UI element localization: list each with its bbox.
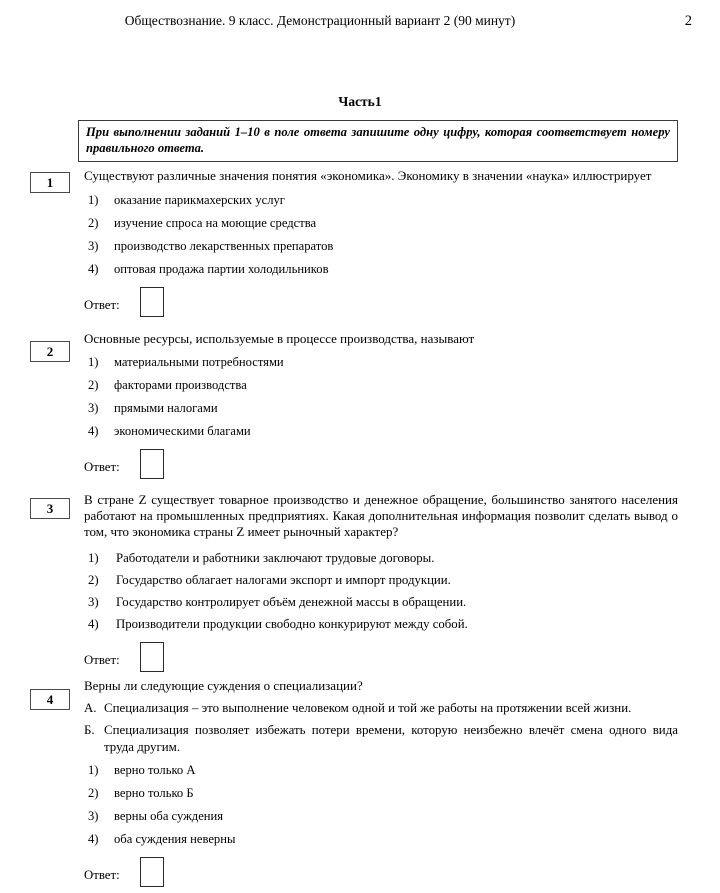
option-item[interactable] xyxy=(84,573,678,588)
question-options-4 xyxy=(84,763,678,847)
option-item[interactable] xyxy=(84,378,678,393)
answer-label: Ответ: xyxy=(84,460,120,475)
option-item[interactable] xyxy=(84,595,678,610)
question-options-2 xyxy=(84,355,678,439)
option-marker: 4) xyxy=(88,616,99,631)
option-marker: 2) xyxy=(88,785,99,800)
answer-label: Ответ: xyxy=(84,652,120,667)
option-label: Государство облагает налогами экспорт и импорт продукции. xyxy=(116,572,451,587)
question-options-3 xyxy=(84,551,678,632)
instruction-box xyxy=(78,120,678,162)
answer-label: Ответ: xyxy=(84,298,120,313)
option-label: оба суждения неверны xyxy=(114,831,236,846)
option-item[interactable] xyxy=(84,401,678,416)
question-number-badge-4: 4 xyxy=(30,689,70,710)
answer-input-box[interactable] xyxy=(140,642,164,672)
statement-item xyxy=(84,722,678,754)
running-header xyxy=(0,12,720,32)
option-label: верно только Б xyxy=(114,785,194,800)
question-stem-1: Существуют различные значения понятия «экономика». Экономику в значении «наука» иллюстрирует xyxy=(84,168,652,183)
question-options-1 xyxy=(84,193,678,277)
option-item[interactable] xyxy=(84,617,678,632)
option-label: изучение спроса на моющие средства xyxy=(114,216,317,231)
option-marker: 3) xyxy=(88,401,99,416)
document-title: Обществознание. 9 класс. Демонстрационный вариант 2 (90 минут) xyxy=(124,13,516,28)
answer-input-box[interactable] xyxy=(140,287,164,317)
option-marker: 1) xyxy=(88,762,99,777)
option-label: верны оба суждения xyxy=(114,808,224,823)
statement-marker: А. xyxy=(84,701,97,716)
question-body-3 xyxy=(84,492,678,678)
option-marker: 3) xyxy=(88,239,99,254)
question-stem-4: Верны ли следующие суждения о специализации? xyxy=(84,678,363,693)
option-label: материальными потребностями xyxy=(114,355,284,370)
option-item[interactable] xyxy=(84,262,678,277)
option-item[interactable] xyxy=(84,551,678,566)
option-label: Производители продукции свободно конкурируют между собой. xyxy=(116,616,468,631)
option-item[interactable] xyxy=(84,355,678,370)
answer-row-2 xyxy=(84,447,678,485)
option-marker: 3) xyxy=(88,594,99,609)
question-stem-3: В стране Z существует товарное производство и денежное обращение, большинство занятого населения работают на промышленных предприятиях. Какая дополнительная информация позволит сделать вывод о том, что экономика страны Z имеет рыночный характер? xyxy=(84,492,678,540)
option-marker: 2) xyxy=(88,216,99,231)
option-label: прямыми налогами xyxy=(114,401,218,416)
option-item[interactable] xyxy=(84,763,678,778)
statement-item xyxy=(84,700,678,716)
question-number-badge-3: 3 xyxy=(30,498,70,519)
option-marker: 4) xyxy=(88,424,99,439)
option-marker: 4) xyxy=(88,831,99,846)
option-label: верно только А xyxy=(114,762,196,777)
statement-text: Специализация – это выполнение человеком одной и той же работы на протяжении всей жизни. xyxy=(104,701,632,716)
option-marker: 2) xyxy=(88,378,99,393)
question-number-badge-2: 2 xyxy=(30,341,70,362)
answer-label: Ответ: xyxy=(84,867,120,882)
option-label: Работодатели и работники заключают трудовые договоры. xyxy=(116,550,435,565)
option-marker: 4) xyxy=(88,262,99,277)
question-body-4 xyxy=(84,678,678,893)
question-number-badge-1: 1 xyxy=(30,172,70,193)
option-marker: 1) xyxy=(88,193,99,208)
question-body-1 xyxy=(84,168,678,323)
question-statements-4 xyxy=(84,700,678,755)
option-label: оптовая продажа партии холодильников xyxy=(114,262,329,277)
question-3 xyxy=(0,492,720,678)
option-label: факторами производства xyxy=(114,378,247,393)
option-marker: 1) xyxy=(88,355,99,370)
answer-input-box[interactable] xyxy=(140,449,164,479)
answer-input-box[interactable] xyxy=(140,857,164,887)
option-label: производство лекарственных препаратов xyxy=(114,239,334,254)
question-2 xyxy=(0,331,720,485)
statement-marker: Б. xyxy=(84,723,95,738)
option-marker: 3) xyxy=(88,808,99,823)
question-1 xyxy=(0,168,720,323)
question-body-2 xyxy=(84,331,678,485)
question-4 xyxy=(0,678,720,893)
option-label: Государство контролирует объём денежной массы в обращении. xyxy=(116,594,467,609)
instruction-text: При выполнении заданий 1–10 в поле ответа запишите одну цифру, которая соответствует номеру правильного ответа. xyxy=(86,125,670,155)
option-item[interactable] xyxy=(84,786,678,801)
option-item[interactable] xyxy=(84,809,678,824)
option-marker: 2) xyxy=(88,572,99,587)
option-item[interactable] xyxy=(84,239,678,254)
page-number: 2 xyxy=(684,13,692,29)
statement-text: Специализация позволяет избежать потери времени, которую неизбежно влечёт смена одного вида труда другим. xyxy=(104,723,678,754)
answer-row-4 xyxy=(84,855,678,893)
question-stem-2: Основные ресурсы, используемые в процессе производства, называют xyxy=(84,331,475,346)
option-marker: 1) xyxy=(88,550,99,565)
option-label: экономическими благами xyxy=(114,424,251,439)
option-item[interactable] xyxy=(84,193,678,208)
answer-row-3 xyxy=(84,640,678,678)
option-item[interactable] xyxy=(84,424,678,439)
option-label: оказание парикмахерских услуг xyxy=(114,193,285,208)
option-item[interactable] xyxy=(84,216,678,231)
option-item[interactable] xyxy=(84,832,678,847)
answer-row-1 xyxy=(84,285,678,323)
part-heading: Часть1 xyxy=(338,94,382,109)
